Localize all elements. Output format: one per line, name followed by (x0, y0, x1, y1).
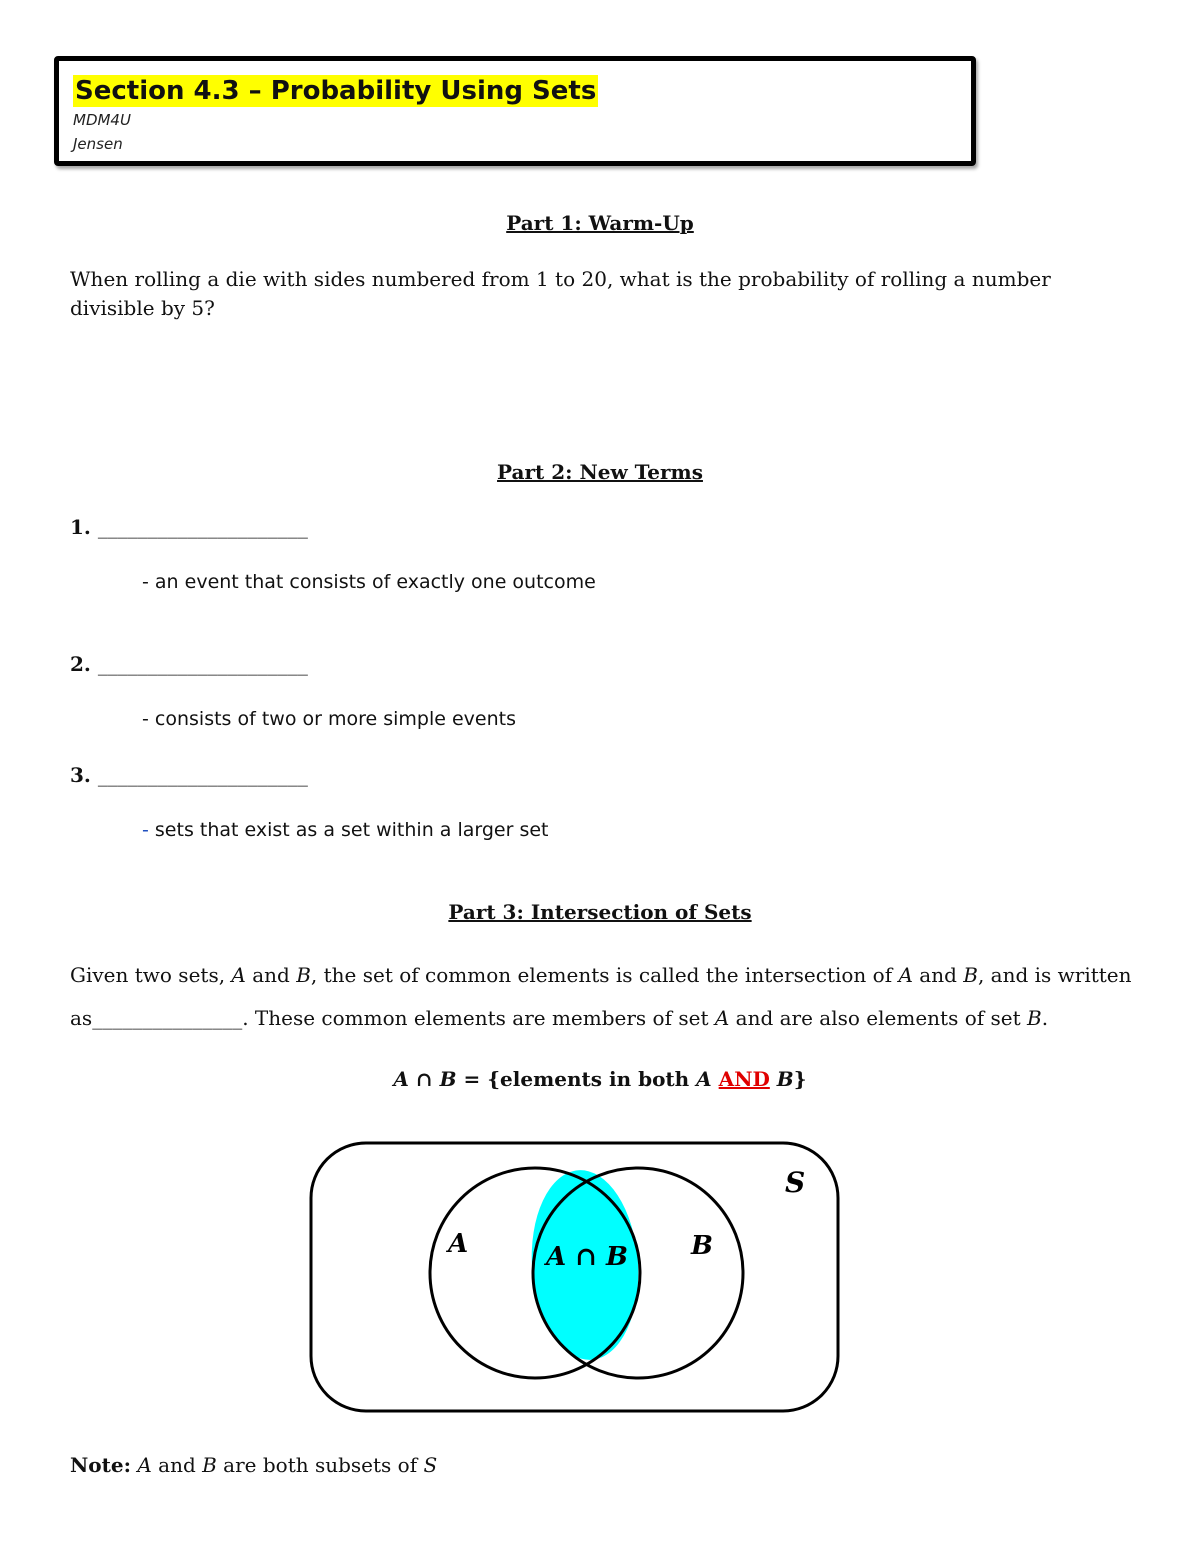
title-box (54, 56, 976, 166)
definition-text: sets that exist as a set within a larger set (154, 819, 549, 841)
term-number: 1. (70, 515, 91, 539)
part3-heading: Part 3: Intersection of Sets (448, 900, 752, 924)
label-a: A (448, 1229, 469, 1259)
term-2-definition: - consists of two or more simple events (142, 708, 516, 730)
note-line: Note: A and B are both subsets of S (70, 1453, 438, 1477)
term-1 (70, 515, 308, 539)
part1-heading: Part 1: Warm-Up (506, 211, 694, 235)
term-blank: _____________________ (97, 652, 308, 676)
definition-text: an event that consists of exactly one outcome (154, 571, 596, 593)
part2-heading: Part 2: New Terms (497, 460, 703, 484)
term-blank: _____________________ (97, 763, 308, 787)
page-title: Section 4.3 – Probability Using Sets (75, 76, 597, 106)
term-1-definition: - an event that consists of exactly one outcome (142, 571, 596, 593)
term-3-definition: - sets that exist as a set within a larger set (142, 819, 549, 841)
label-s: S (785, 1166, 806, 1199)
venn-diagram (300, 1135, 850, 1425)
term-2 (70, 652, 308, 676)
warmup-question: When rolling a die with sides numbered from 1 to 20, what is the probability of rolling a number divisible by 5? (70, 267, 1051, 320)
term-blank: _____________________ (97, 515, 308, 539)
course-code: MDM4U (73, 111, 131, 129)
label-b: B (691, 1231, 713, 1261)
term-3 (70, 763, 308, 787)
intersection-definition: Given two sets, A and B, the set of common elements is called the intersection of A and B, and is written as_______________. These common elements are members of set A and are also elements of set B. (70, 963, 1132, 1030)
answer-blank: _______________ (92, 1006, 243, 1030)
and-keyword: AND (718, 1067, 770, 1091)
term-number: 3. (70, 763, 91, 787)
author-name: Jensen (73, 135, 123, 153)
label-a-intersect-b: A ∩ B (545, 1242, 629, 1272)
definition-text: consists of two or more simple events (154, 708, 516, 730)
term-number: 2. (70, 652, 91, 676)
note-label: Note: (70, 1453, 131, 1477)
intersection-formula: A ∩ B = {elements in both A AND B} (393, 1067, 807, 1091)
